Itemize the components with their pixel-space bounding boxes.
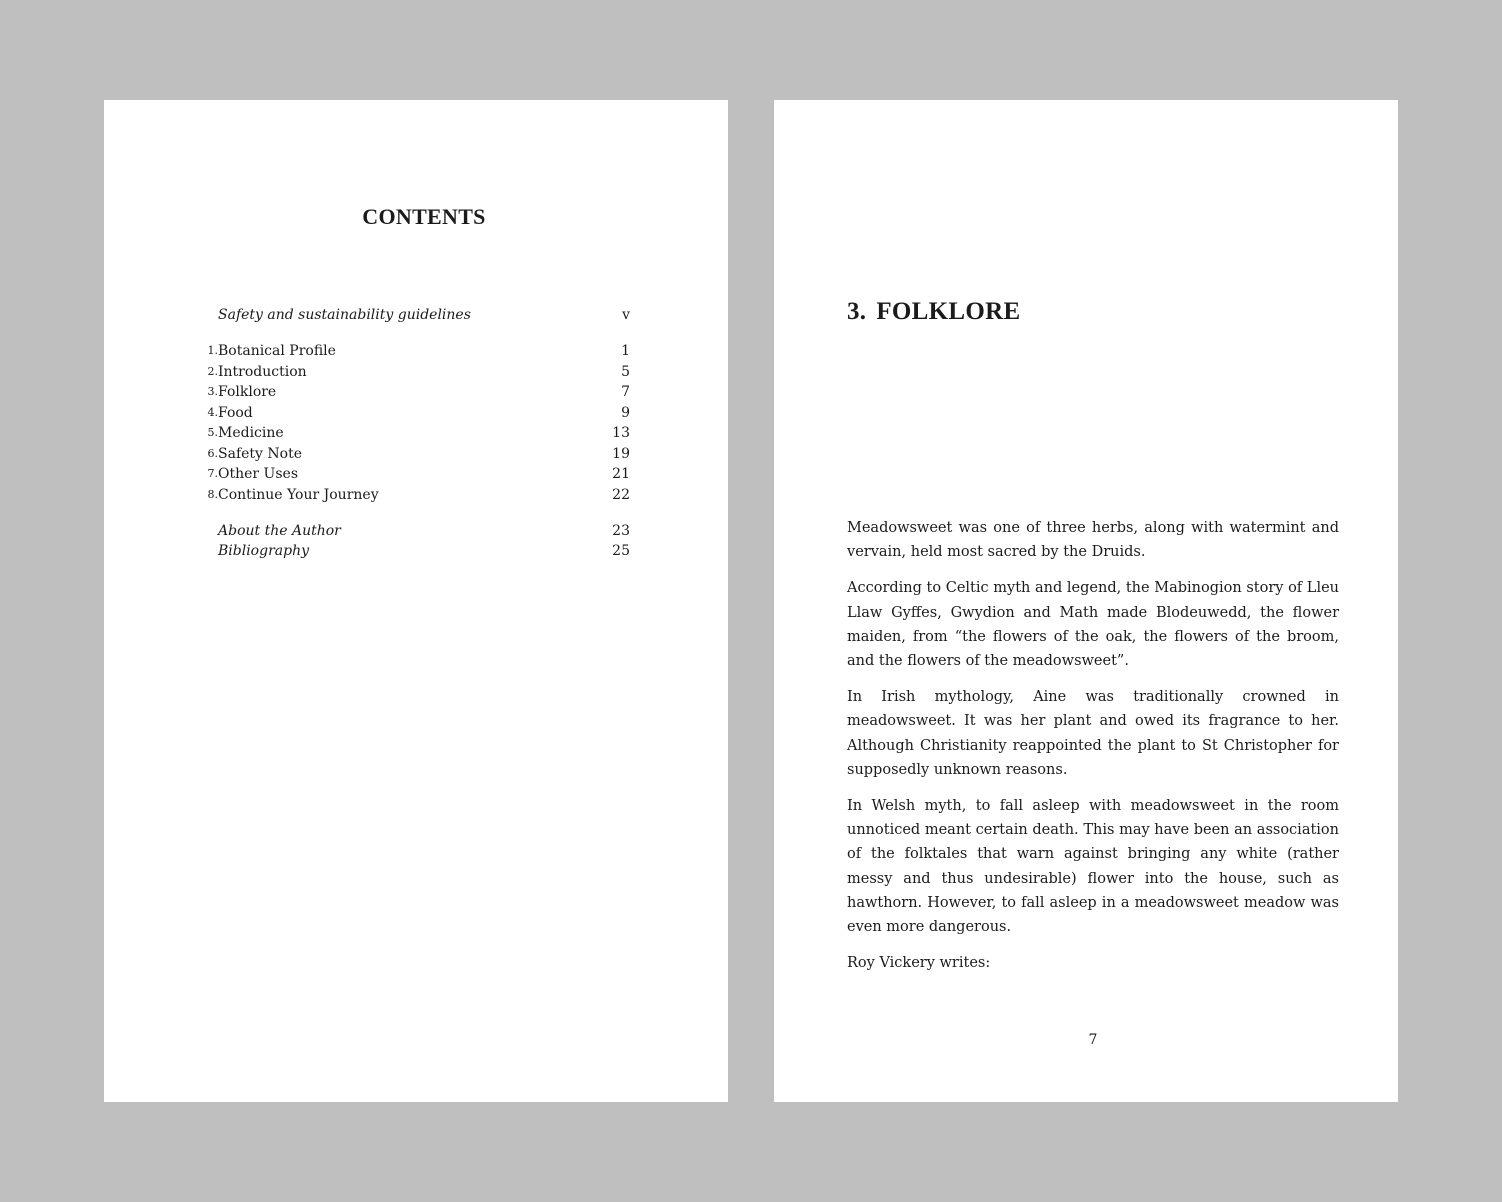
body-paragraph: In Welsh myth, to fall asleep with meadowsweet in the room unnoticed meant certain death. This may have been an association of the folktales that warn against bringing any white (rather messy and thus undesirable) flower into the house, such as hawthorn. However, to fall asleep in a meadowsweet meadow was even more dangerous. xyxy=(847,798,1339,936)
toc-entry-label: Safety and sustainability guidelines xyxy=(218,307,471,323)
toc-entry-chapter-5[interactable] xyxy=(204,423,630,443)
toc-entry-number: 3. xyxy=(207,385,218,398)
toc-entry-chapter-2[interactable] xyxy=(204,362,630,382)
toc-entry-page: 19 xyxy=(612,445,630,462)
toc-entry-page: 23 xyxy=(612,522,630,539)
body-paragraph: Roy Vickery writes: xyxy=(847,955,991,972)
toc-entry-label: Continue Your Journey xyxy=(218,486,379,503)
toc-entry-page: v xyxy=(622,307,630,323)
toc-entry-label: Botanical Profile xyxy=(218,343,336,359)
toc-entry-number: 6. xyxy=(207,446,218,460)
toc-entry-page: 9 xyxy=(621,404,630,421)
body-paragraph: According to Celtic myth and legend, the Mabinogion story of Lleu Llaw Gyffes, Gwydion and Math made Blodeuwedd, the flower maiden, from “the flowers of the oak, the flowers of the broom, and the flowers of the meadowsweet”. xyxy=(847,580,1339,670)
toc-entry-label: Folklore xyxy=(218,384,277,400)
toc-entry-chapter-8[interactable] xyxy=(204,485,630,505)
toc-entry-label: About the Author xyxy=(218,522,341,539)
toc-entry-safety[interactable] xyxy=(204,305,630,325)
toc-entry-page: 7 xyxy=(621,384,630,400)
toc-entry-label: Introduction xyxy=(218,363,307,380)
chapter-number: 3. xyxy=(847,298,867,325)
toc-entry-page: 13 xyxy=(612,425,630,441)
toc-entry-page: 1 xyxy=(621,343,630,359)
toc-entry-chapter-7[interactable] xyxy=(204,464,630,484)
toc-entry-number: 4. xyxy=(207,405,218,419)
toc-entry-label: Other Uses xyxy=(218,466,299,482)
toc-entry-label: Food xyxy=(218,404,253,421)
body-paragraph: Meadowsweet was one of three herbs, along with watermint and vervain, held most sacred by the Druids. xyxy=(847,520,1339,561)
toc-entry-chapter-4[interactable] xyxy=(204,403,630,423)
toc-entry-page: 22 xyxy=(612,486,630,503)
contents-page xyxy=(104,100,728,1102)
toc-entry-number: 2. xyxy=(207,364,218,378)
toc-entry-label: Bibliography xyxy=(218,543,309,559)
toc-entry-about-author[interactable] xyxy=(204,521,630,541)
contents-title: CONTENTS xyxy=(362,204,486,229)
chapter-body xyxy=(847,516,1339,987)
toc-entry-chapter-1[interactable] xyxy=(204,341,630,361)
toc-entry-page: 5 xyxy=(621,363,630,380)
toc-entry-label: Safety Note xyxy=(218,445,302,462)
toc-entry-number: 7. xyxy=(207,467,218,480)
toc-entry-chapter-3[interactable] xyxy=(204,382,630,402)
chapter-title: FOLKLORE xyxy=(876,298,1021,325)
chapter-heading xyxy=(847,298,1020,326)
page-number: 7 xyxy=(1088,1032,1098,1048)
toc-entry-number: 5. xyxy=(207,426,218,439)
toc-entry-label: Medicine xyxy=(218,425,284,441)
toc-entry-chapter-6[interactable] xyxy=(204,444,630,464)
toc-entry-page: 21 xyxy=(612,466,630,482)
chapter-page xyxy=(774,100,1398,1102)
toc-entry-number: 1. xyxy=(207,344,218,357)
toc-entry-bibliography[interactable] xyxy=(204,541,630,561)
toc-entry-page: 25 xyxy=(612,543,630,559)
toc-entry-number: 8. xyxy=(207,487,218,501)
body-paragraph: In Irish mythology, Aine was traditionally crowned in meadowsweet. It was her plant and owed its fragrance to her. Although Christianity reappointed the plant to St Christopher for supposedly unknown reasons. xyxy=(847,689,1339,778)
